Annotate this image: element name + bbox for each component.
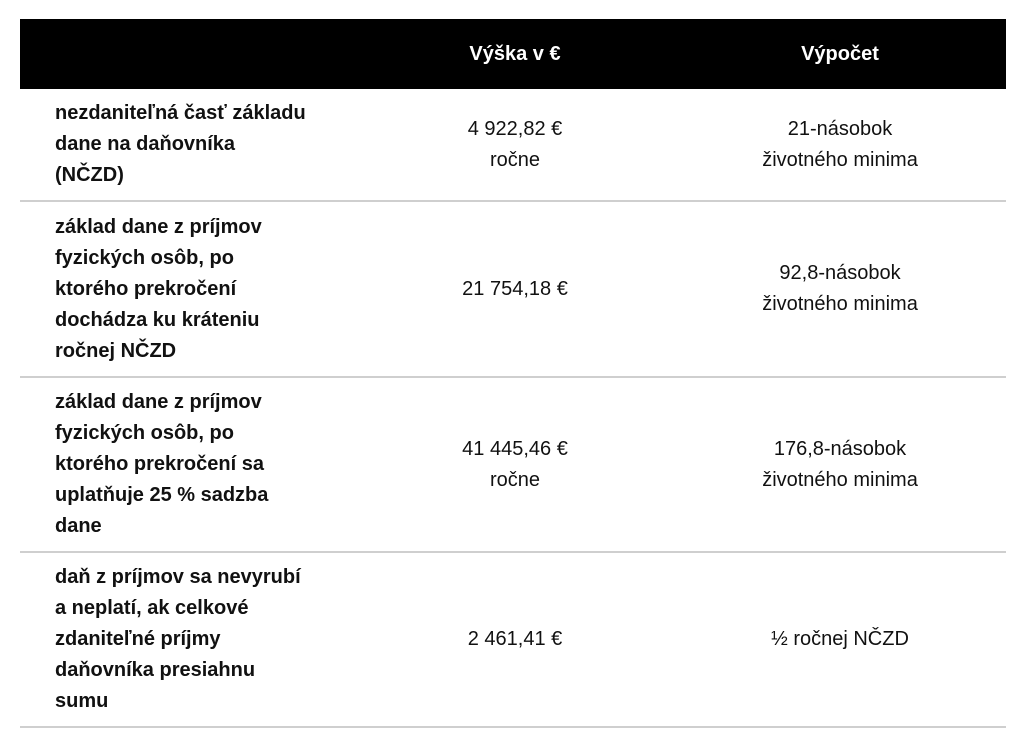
table-row — [20, 552, 1006, 727]
header-empty — [20, 19, 356, 89]
header-amount: Výška v € — [469, 42, 561, 65]
row-label: daň z príjmov sa nevyrubí a neplatí, ak celkové zdaniteľné príjmy daňovníka presiahnu sumu — [55, 566, 301, 712]
header-row — [20, 19, 1006, 89]
row-calculation: ½ ročnej NČZD — [771, 628, 909, 650]
header-calculation: Výpočet — [801, 42, 879, 65]
row-calculation: 92,8-násobok životného minima — [762, 262, 918, 315]
table-row — [20, 89, 1006, 201]
row-amount: 2 461,41 € — [467, 628, 563, 650]
table-body — [20, 89, 1006, 727]
row-amount: 41 445,46 € ročne — [462, 437, 568, 491]
table-row — [20, 201, 1006, 377]
row-amount: 4 922,82 € ročne — [467, 117, 563, 171]
table-row — [20, 377, 1006, 552]
tax-table — [20, 19, 1006, 728]
row-amount: 21 754,18 € — [462, 277, 568, 300]
row-label: základ dane z príjmov fyzických osôb, po ktorého prekročení dochádza ku kráteniu ročnej NČZD — [55, 215, 262, 362]
row-label: základ dane z príjmov fyzických osôb, po ktorého prekročení sa uplatňuje 25 % sadzba dane — [55, 391, 269, 537]
row-label: nezdaniteľná časť základu dane na daňovníka (NČZD) — [55, 102, 306, 186]
row-calculation: 21-násobok životného minima — [762, 117, 918, 171]
table-header — [20, 19, 1006, 89]
row-calculation: 176,8-násobok životného minima — [762, 437, 918, 491]
tax-table-container — [20, 19, 1006, 728]
